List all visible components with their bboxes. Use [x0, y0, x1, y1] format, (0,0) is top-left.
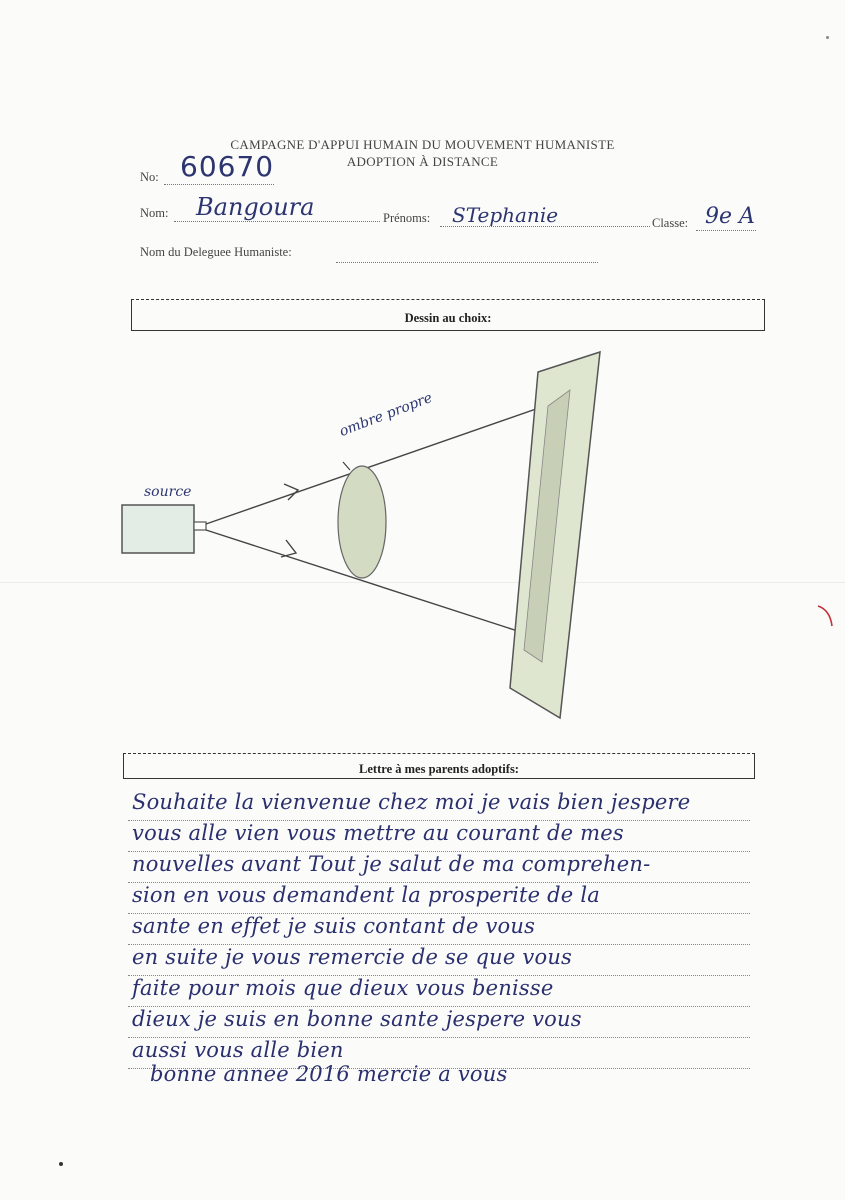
letter-line: nouvelles avant Tout je salut de ma comprehen- — [132, 852, 651, 876]
prenoms-value: STephanie — [452, 203, 559, 227]
program-title: ADOPTION À DISTANCE — [346, 154, 499, 169]
object-ellipse — [338, 466, 386, 578]
letter-line: en suite je vous remercie de se que vous — [132, 945, 573, 969]
prenoms-label: Prénoms: — [383, 211, 431, 225]
letter-line: bonne annee 2016 mercie a vous — [150, 1062, 508, 1086]
classe-label: Classe: — [652, 216, 689, 230]
ink-dot — [59, 1162, 63, 1166]
classe-value: 9e A — [705, 204, 755, 229]
drawing-section-title: Dessin au choix: — [131, 299, 765, 331]
letter-line: vous alle vien vous mettre au courant de mes — [132, 821, 624, 845]
org-title: CAMPAGNE D'APPUI HUMAIN DU MOUVEMENT HUMANISTE — [230, 137, 615, 152]
red-mark — [818, 606, 832, 626]
letter-line: dieux je suis en bonne sante jespere vous — [132, 1007, 582, 1031]
ink-dot — [826, 36, 829, 39]
nom-value: Bangoura — [196, 193, 315, 221]
letter-line: Souhaite la vienvenue chez moi je vais bien jespere — [132, 790, 691, 814]
letter-line: aussi vous alle bien — [132, 1038, 344, 1062]
letter-line: faite pour mois que dieux vous benisse — [132, 976, 554, 1000]
source-label: source — [144, 484, 192, 500]
delegue-label: Nom du Deleguee Humaniste: — [140, 245, 292, 259]
upper-arrow — [284, 484, 298, 500]
ombre-pointer — [343, 462, 350, 470]
number-label: No: — [140, 170, 159, 184]
letter-section-title: Lettre à mes parents adoptifs: — [123, 753, 755, 779]
number-value: 60670 — [180, 150, 275, 183]
source-nozzle — [194, 522, 206, 530]
ombre-label: ombre propre — [337, 389, 435, 440]
nom-label: Nom: — [140, 206, 169, 220]
letter-line: sion en vous demandent la prosperite de la — [132, 883, 600, 907]
letter-line: sante en effet je suis contant de vous — [132, 914, 536, 938]
source-box — [122, 505, 194, 553]
